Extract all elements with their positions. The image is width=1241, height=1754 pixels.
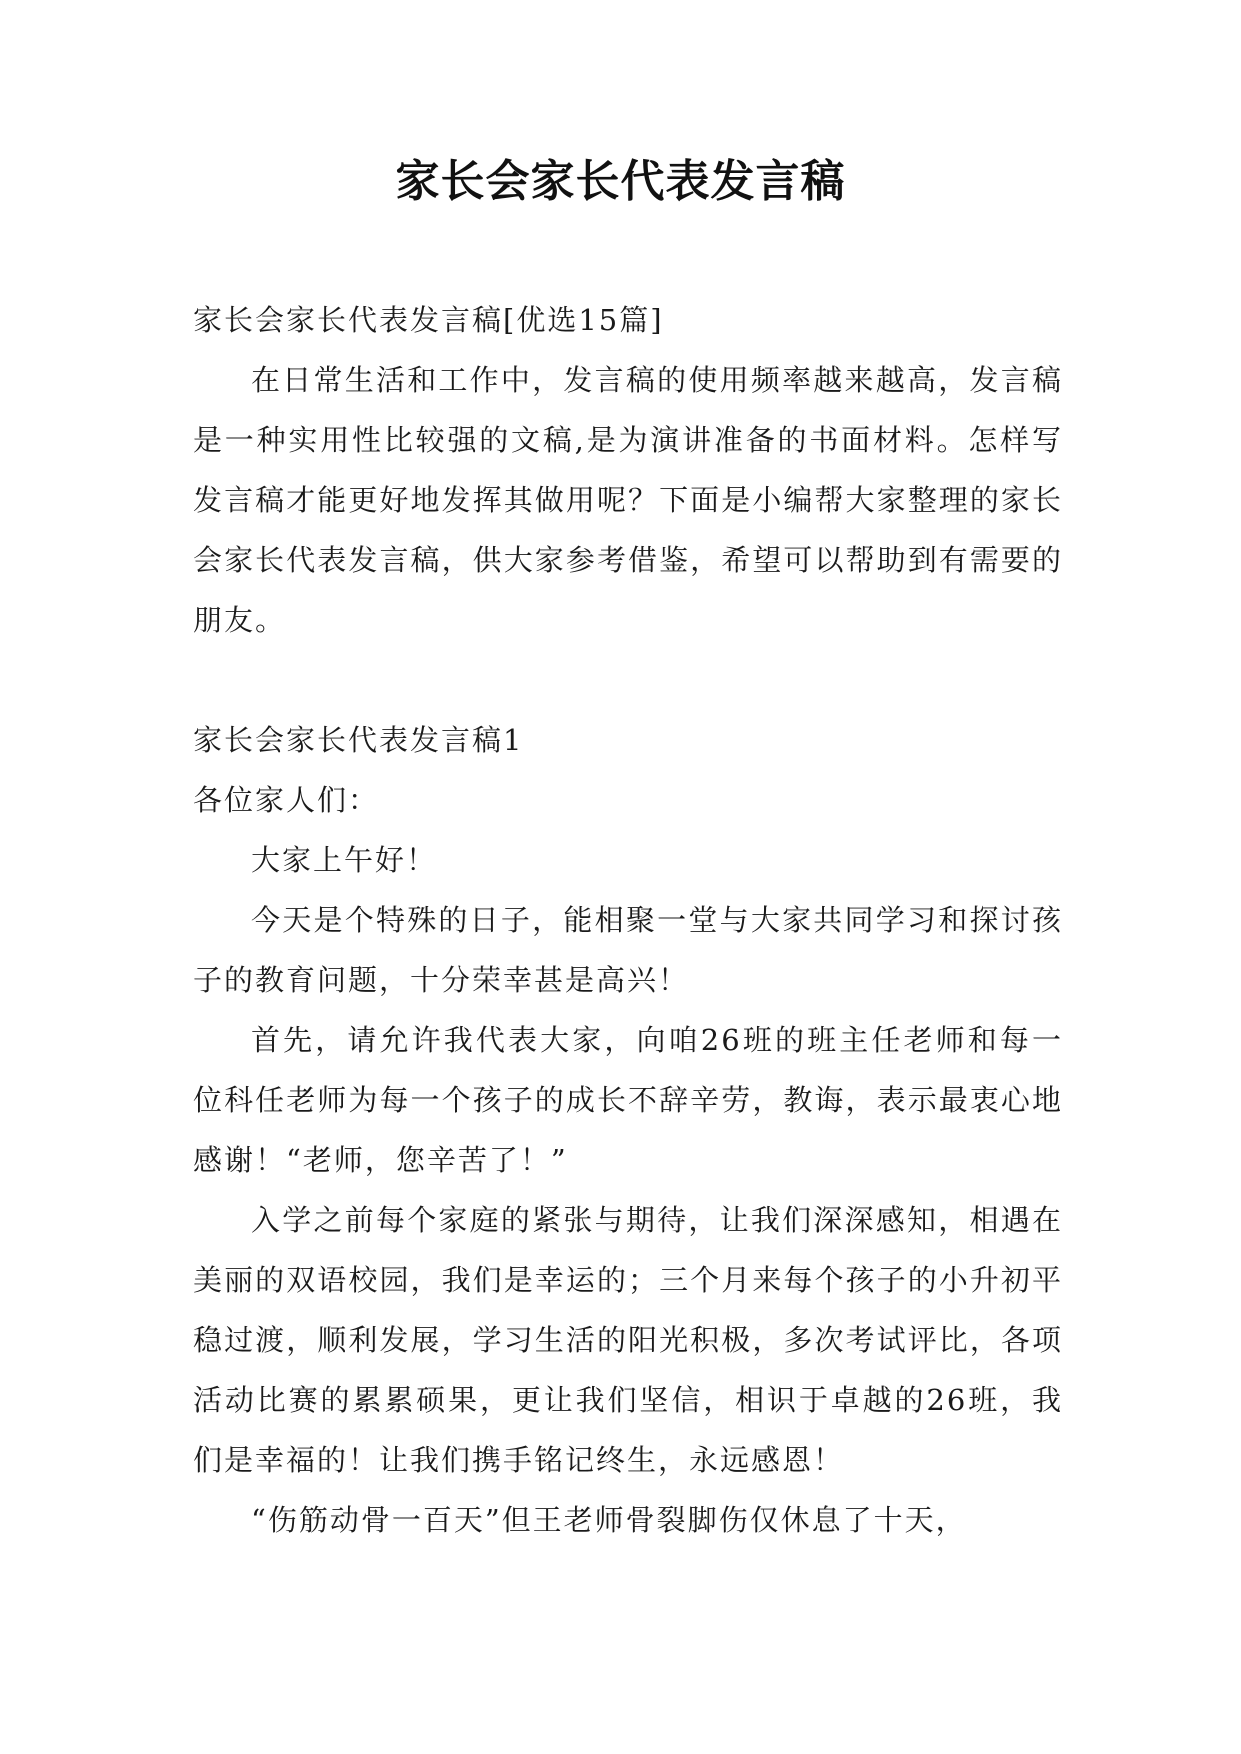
body-paragraph: “伤筋动骨一百天”但王老师骨裂脚伤仅休息了十天，: [251, 1503, 967, 1537]
body-paragraph: 大家上午好！: [251, 843, 438, 877]
salutation: 各位家人们：: [193, 783, 380, 817]
section-spacer: [193, 650, 1063, 710]
document-title: 家长会家长代表发言稿: [395, 156, 846, 207]
document-subtitle: 家长会家长代表发言稿[优选15篇]: [193, 303, 664, 337]
intro-paragraph: 在日常生活和工作中，发言稿的使用频率越来越高，发言稿是一种实用性比较强的文稿,是为演讲准备的书面材料。怎样写发言稿才能更好地发挥其做用呢？下面是小编帮大家整理的家长会家长代表发言稿，供大家参考借鉴，希望可以帮助到有需要的朋友。: [193, 363, 1063, 637]
body-paragraph: 今天是个特殊的日子，能相聚一堂与大家共同学习和探讨孩子的教育问题，十分荣幸甚是高兴！: [193, 903, 1063, 997]
body-paragraph: 入学之前每个家庭的紧张与期待，让我们深深感知，相遇在美丽的双语校园，我们是幸运的；三个月来每个孩子的小升初平稳过渡，顺利发展，学习生活的阳光积极，多次考试评比，各项活动比赛的累累硕果，更让我们坚信，相识于卓越的26班，我们是幸福的！让我们携手铭记终生，永远感恩！: [193, 1203, 1063, 1477]
document-body: [193, 290, 1063, 1550]
body-paragraph: 首先，请允许我代表大家，向咱26班的班主任老师和每一位科任老师为每一个孩子的成长不辞辛劳，教诲，表示最衷心地感谢！“老师，您辛苦了！”: [193, 1023, 1063, 1177]
section-heading: 家长会家长代表发言稿1: [193, 723, 524, 757]
